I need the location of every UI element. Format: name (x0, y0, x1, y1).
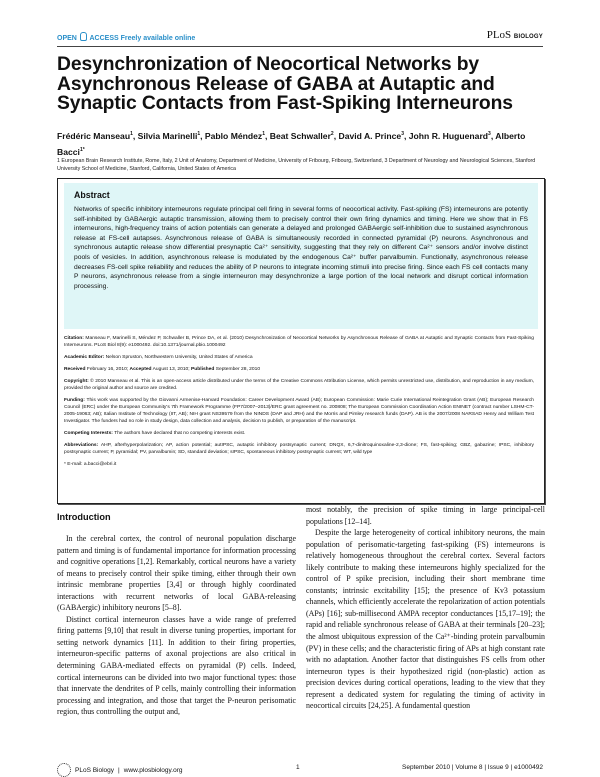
author-name: David A. Prince (338, 130, 402, 141)
competing-interests: Competing Interests: The authors have declared that no competing interests exist. (64, 431, 246, 436)
email-link[interactable]: * E-mail: a.bacci@ebri.it (64, 461, 117, 467)
author-name: Beat Schwaller (269, 130, 331, 141)
author-name: Frédéric Manseau (57, 130, 131, 141)
affiliations: 1 European Brain Research Institute, Rome, Italy, 2 Unit of Anatomy, Department of Medicine, University of Fribourg, Fribourg, Switzerland, 3 Department of Neurology and Neurological Sciences, Stanford University School of Medicine, Stanford, California, United States of America (57, 158, 536, 172)
author-affiliation-mark: 3 (401, 131, 404, 137)
paragraph: most notably, the precision of spike timing in large principal-cell populations [12–14]. (306, 505, 545, 526)
access-label: ACCESS (89, 35, 119, 42)
footer-url-link[interactable]: www.plosbiology.org (123, 766, 183, 774)
open-access-banner (57, 32, 195, 42)
paragraph: In the cerebral cortex, the control of neuronal population discharge pattern and timing is of fundamental importance for information processing and cognitive operations [1,2]. Remarkably, cortical neurons have a variety of means to precisely control their spike timing, either through their own intrinsic membrane properties [3,4] or through highly coordinated interactions with recurrent networks of local GABA-releasing (GABAergic) inhibitory neurons [5–8]. (57, 534, 296, 613)
footer-journal-name: PLoS Biology (75, 766, 115, 774)
abstract-box (57, 178, 545, 504)
author-name: Alberto Bacci (57, 130, 526, 157)
author-affiliation-mark: 1* (79, 146, 85, 153)
author (57, 131, 133, 141)
author-affiliation-mark: 1 (197, 131, 201, 137)
abstract-panel (64, 183, 538, 329)
abbreviations: Abbreviations: AHP, afterhyperpolarization; AP, action potential; autIPSC, autaptic inhibitory postsynaptic current; DNQX, 6,7-dinitroquinoxaline-2,3-dione; FS, fast-spiking; GBZ, gabazine; IPSC, inhibitory postsynaptic current; P, pyramidal; PV, parvalbumin; SD, standard deviation; sIPSC, spontaneous inhibitory postsynaptic current; WT, wild type (64, 442, 534, 455)
introduction-heading: Introduction (57, 512, 111, 522)
paragraph: Despite the large heterogeneity of cortical inhibitory neurons, the main population of perisomatic-targeting fast-spiking (FS) interneurons is relatively homogeneous throughout the cerebral cortex. Several factors likely contribute to making these interneurons highly specialized for the control of P spike precision, including their short membrane time constants; intrinsic excitability [15]; the presence of Kv3 potassium channels, which efficiently accelerate the repolarization of action potentials (APs) [16]; sub-millisecond AMPA receptor conductances [15,17–19]; the rapid and reliable synchronous release of GABA at their terminals [20–23]; the almost ubiquitous expression of the Ca²⁺-binding protein parvalbumin (PV) in these cells; and the characteristic firing of APs at high constant rate with no adaptation. Another factor that distinguishes FS cells from other interneuron types is their hypothesized rigid (non-plastic) action as precision devices during cortical operations, leading to the view that they represent a dedicated system for regulating the timing of activity in neocortical circuits [24,25]. A fundamental question (306, 528, 545, 711)
copyright: Copyright: © 2010 Manseau et al. This is an open-access article distributed under the terms of the Creative Commons Attribution License, which permits unrestricted use, distribution, and reproduction in any medium, provided the original author and source are credited. (64, 378, 535, 391)
logo-plos: PLoS (486, 29, 512, 41)
author-name: John R. Huguenard (408, 130, 489, 141)
abstract-heading: Abstract (74, 190, 110, 200)
author-affiliation-mark: 2 (330, 131, 334, 137)
author (270, 131, 334, 141)
author-affiliation-mark: 1 (130, 131, 133, 137)
abstract-text: Networks of specific inhibitory interneurons regulate principal cell firing in several forms of neocortical activity. Fast-spiking (FS) interneurons are potently self-inhibited by GABAergic autaptic transmission, allowing them to precisely control their own firing dynamics and timing. Here we show that in FS interneurons, high-frequency trains of action potentials can generate a delayed and prolonged GABAergic self-inhibition due to sustained asynchronous release at FS-cell autapses. Asynchronous release of GABA is simultaneously recorded in connected pyramidal (P) neurons. Asynchronous and synchronous autaptic release show differential presynaptic Ca²⁺ sensitivity, suggesting that they rely on different Ca²⁺ sensors and/or involve distinct pools of vesicles. In addition, asynchronous release is modulated by the endogenous Ca²⁺ buffer parvalbumin. Functionally, asynchronous release decreases FS-cell spike reliability and reduces the ability of P neurons to integrate incoming stimuli into precise firing. Since each FS cell contacts many P neurons, asynchronous release from a single interneuron may desynchronize a large portion of the local network and disrupt cortical information processing. (74, 206, 528, 290)
academic-editor: Academic Editor: Nelson Spruston, Northwestern University, United States of America (64, 355, 253, 360)
open-access-lock-icon (80, 32, 87, 41)
funding: Funding: This work was supported by the Giovanni Armenise-Harvard Foundation: Career Development Award (AB); European Commission: Marie Curie International Reintegration Grant (AB); European Research Council (ERC) under the European Community's 7th Framework Programme (FP7/2007–2013)/ERC grant agreement no. 200808; The European Commission Coordination Action ENINET (contract number LSHM-CT-2005-19063; AB); Italian Institute of Technology (IIT, AB); NIH grant NS39579 from the NINDS (DAP and JRH) and the Morris and Pimley research funds (DAP). AB is the 2007/2008 NARSAD Henry and William Test Investigator. The funders had no role in study design, data collection and analysis, decision to publish, or preparation of the manuscript. (64, 397, 534, 425)
author-name: Silvia Marinelli (137, 130, 198, 141)
intro-right-column (306, 504, 545, 712)
header-divider (57, 46, 543, 47)
author (409, 131, 491, 141)
footer-separator: | (118, 766, 120, 774)
dates: Received February 16, 2010; Accepted August 13, 2010; Published September 28, 2010 (64, 366, 261, 372)
author (138, 131, 200, 141)
article-title: Desynchronization of Neocortical Networks by Asynchronous Release of GABA at Autaptic and Synaptic Contacts from Fast-Spiking Interneurons (57, 54, 513, 114)
page-number: 1 (296, 764, 300, 771)
freely-available-label: Freely available online (120, 35, 196, 42)
author-name: Pablo Méndez (204, 130, 263, 141)
logo-biology: BIOLOGY (513, 34, 543, 40)
author (205, 131, 265, 141)
intro-left-column (57, 533, 296, 718)
open-label: OPEN (57, 35, 77, 42)
author-affiliation-mark: 1 (262, 131, 265, 137)
paragraph: Distinct cortical interneuron classes have a wide range of preferred firing patterns [9,10] that result in diverse tuning properties, important for setting network dynamics [11]. In addition to their firing properties, interneuron-specific patterns of axonal projections are also critical in determining GABA-mediated effects on pyramidal (P) cells. Indeed, cortical interneurons can be divided into two major functional types: those that innervate the dendrites of P cells, mainly controlling their information processing and integration, and those that target the P-neuron perisomatic region, thus controlling the output and, (57, 614, 296, 717)
author (338, 131, 404, 141)
author-list: Frédéric Manseau$^1$, Silvia Marinelli$^1$, Pablo Méndez$^1$, Beat Schwaller$^2$, David A. Prince$^3$, John R. Huguenard$^3$, Alberto Bacci$^{1*}$ (57, 130, 526, 157)
article-metadata (64, 335, 534, 473)
author-affiliation-mark: 3 (488, 131, 491, 137)
journal-logo (487, 29, 543, 41)
citation: Citation: Manseau F, Marinelli S, Méndez P, Schwaller B, Prince DA, et al. (2010) Desynchronization of Neocortical Networks by Asynchronous Release of GABA at Autaptic and Synaptic Contacts from Fast-Spiking Interneurons. PLoS Biol 8(9): e1000492. doi:10.1371/journal.pbio.1000492 (64, 336, 534, 349)
issue-info: September 2010 | Volume 8 | Issue 9 | e1000492 (402, 764, 543, 771)
